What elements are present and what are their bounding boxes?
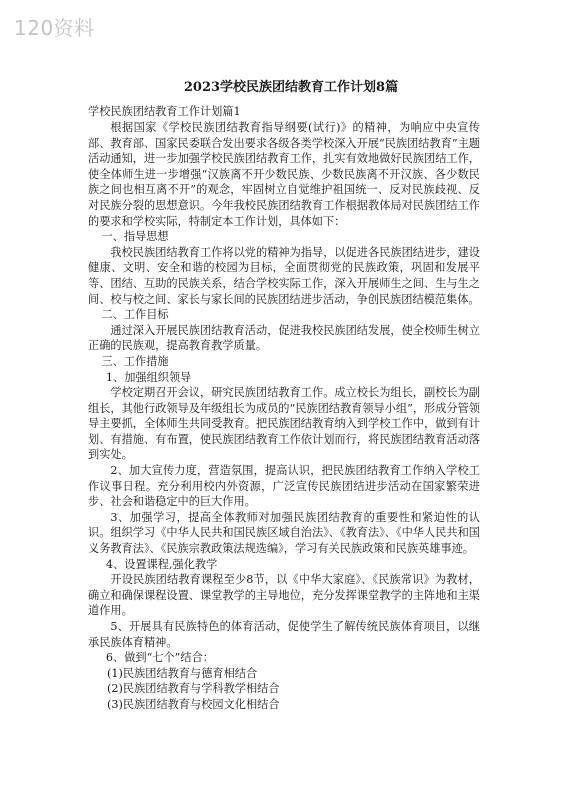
list-item: (2)民族团结教育与学科教学相结合 (107, 682, 280, 696)
guiding-ideology-paragraph: 我校民族团结教育工作将以党的精神为指导，以促进各民族团结进步，建设健康、文明、安全和谐的校园为目标，全面贯彻党的民族政策，巩固和发展平等、团结、互助的民族关系，结合学校实际工作，深入开展师生之间、生与生之间、校与校之间、家长与家长间的民族团结进步活动，争创民族团结模范集体。 (88, 245, 480, 306)
measure-4-heading: 4、设置课程,强化教学 (105, 557, 218, 571)
section-heading-work-goals: 二、工作目标 (101, 308, 169, 322)
document-title: 2023学校民族团结教育工作计划8篇 (183, 80, 399, 95)
intro-paragraph: 根据国家《学校民族团结教育指导纲要(试行)》的精神，为响应中央宣传部、教育部、国家民委联合发出要求各级各类学校深入开展“民族团结教育”主题活动通知，进一步加强学校民族团结教育工作，扎实有效地做好民族团结工作，使全体师生进一步增强“汉族离不开少数民族、少数民族离不开汉族、各少数民族之间也相互离不开”的观念，牢固树立自觉维护祖国统一、反对民族歧视、反对民族分裂的思想意识。今年我校民族团结教育工作根据教体局对民族团结工作的要求和学校实际，特制定本工作计划，具体如下： (88, 121, 480, 228)
section-heading-work-measures: 三、工作措施 (101, 354, 169, 368)
measure-1-paragraph: 学校定期召开会议，研究民族团结教育工作。成立校长为组长，副校长为副组长，其他行政领导及年级组长为成员的“民族团结教育领导小组”，形成分管领导主要抓，全体师生共同受教育。把民族团结教育纳入到学校工作中，做到有计划、有措施、有布置，使民族团结教育工作依计划而行，将民族团结教育活动落到实处。 (88, 386, 480, 462)
watermark-logo: 120资料 (14, 16, 95, 40)
measure-1-heading: 1、加强组织领导 (105, 370, 192, 384)
measure-4-paragraph: 开设民族团结教育课程至少8节，以《中华大家庭》、《民族常识》为教材，确立和确保课程设置、课堂教学的主导地位，充分发挥课堂教学的主阵地和主渠道作用。 (88, 573, 480, 618)
measure-2-paragraph: 2、加大宣传力度，营造氛围，提高认识，把民族团结教育工作纳入学校工作议事日程。充分利用校内外资源，广泛宣传民族团结进步活动在国家繁荣进步、社会和谐稳定中的巨大作用。 (88, 464, 480, 509)
document-subtitle: 学校民族团结教育工作计划篇1 (88, 105, 241, 118)
measure-6-heading: 6、做到“七个”结合： (105, 651, 214, 665)
work-goals-paragraph: 通过深入开展民族团结教育活动，促进我校民族团结发展，使全校师生树立正确的民族观，提高教育教学质量。 (88, 323, 480, 353)
document-body (88, 78, 480, 713)
section-heading-guiding-ideology: 一、指导思想 (101, 230, 169, 244)
list-item: (1)民族团结教育与德育相结合 (107, 666, 258, 680)
list-item: (3)民族团结教育与校园文化相结合 (107, 697, 280, 711)
measure-3-paragraph: 3、加强学习，提高全体教师对加强民族团结教育的重要性和紧迫性的认识。组织学习《中华人民共和国民族区域自治法》、《教育法》、《中华人民共和国义务教育法》、《民族宗教政策法规选编》，学习有关民族政策和民族英雄事迹。 (88, 510, 480, 556)
measure-5-paragraph: 5、开展具有民族特色的体育活动，促使学生了解传统民族体育项目，以继承民族体育精神。 (88, 620, 480, 649)
